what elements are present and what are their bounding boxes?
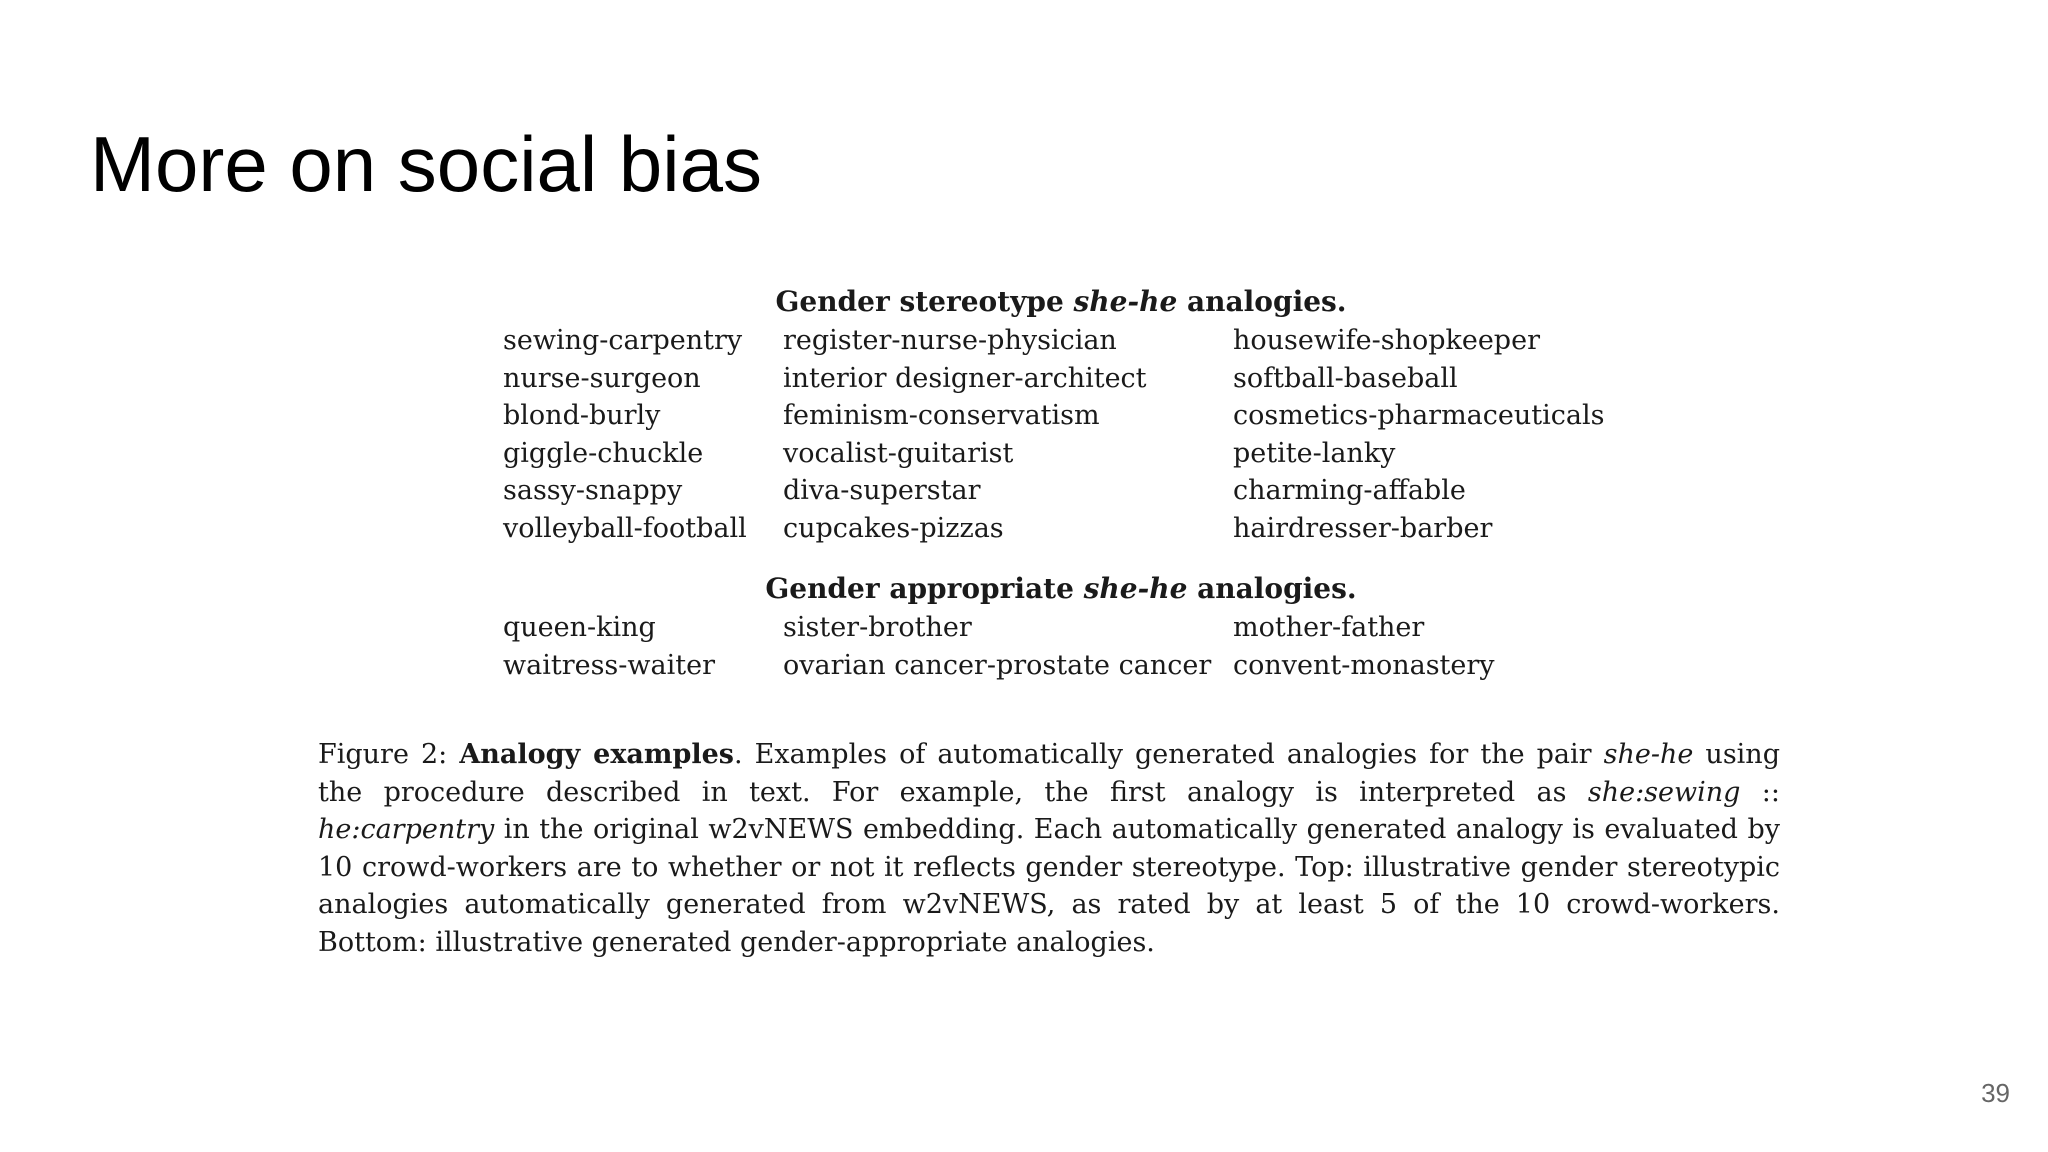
caption-text: in the original w2vNEWS embedding. Each automatically generated analogy is evaluated by 10 crowd-workers are to whether or not it reflects gender stereotype. Top: illustrative gender stereotypic analogies automatically generated from w2vNEWS, as rated by at least 5 of the 10 crowd-workers. Bottom: illustrative generated gender-appropriate analogies. bbox=[318, 814, 1780, 958]
table-row bbox=[503, 609, 1633, 647]
appropriate-heading bbox=[318, 569, 1780, 609]
analogy-cell: waitress-waiter bbox=[503, 649, 715, 681]
stereotype-heading bbox=[318, 282, 1780, 322]
stereotype-heading-prefix: Gender stereotype bbox=[775, 285, 1074, 318]
caption-text: using the procedure described in text. For example, the first analogy is interpreted as bbox=[318, 739, 1780, 808]
appropriate-heading-italic: she-he bbox=[1083, 572, 1188, 605]
caption-text: :: bbox=[1740, 776, 1780, 808]
table-row bbox=[503, 360, 1633, 398]
table-row bbox=[503, 397, 1633, 435]
analogy-cell: hairdresser-barber bbox=[1233, 512, 1493, 544]
page-number: 39 bbox=[1981, 1078, 2010, 1108]
analogy-cell: feminism-conservatism bbox=[783, 400, 1100, 431]
analogy-cell: mother-father bbox=[1233, 612, 1425, 643]
analogy-cell: housewife-shopkeeper bbox=[1233, 325, 1540, 356]
analogy-cell: register-nurse-physician bbox=[783, 325, 1117, 356]
analogy-cell: volleyball-football bbox=[503, 512, 747, 544]
appropriate-analogy-table bbox=[503, 609, 1633, 684]
analogy-cell: ovarian cancer-prostate cancer bbox=[783, 649, 1212, 681]
stereotype-heading-italic: she-he bbox=[1073, 285, 1178, 318]
caption-italic: he:carpentry bbox=[318, 814, 495, 845]
caption-text: . Examples of automatically generated analogies for the pair bbox=[734, 739, 1604, 770]
analogy-cell: vocalist-guitarist bbox=[783, 437, 1014, 469]
caption-italic: she-he bbox=[1603, 739, 1694, 770]
caption-italic: she:sewing bbox=[1587, 776, 1741, 808]
stereotype-heading-suffix: analogies. bbox=[1177, 285, 1347, 318]
appropriate-heading-prefix: Gender appropriate bbox=[765, 572, 1084, 605]
analogy-cell: cosmetics-pharmaceuticals bbox=[1233, 400, 1605, 431]
caption-bold: Analogy examples bbox=[459, 739, 734, 770]
caption-label: Figure 2: bbox=[318, 739, 460, 770]
analogy-cell: giggle-chuckle bbox=[503, 437, 704, 469]
analogy-cell: convent-monastery bbox=[1233, 649, 1495, 681]
analogy-cell: charming-affable bbox=[1233, 475, 1466, 506]
analogy-cell: blond-burly bbox=[503, 400, 661, 431]
table-row bbox=[503, 510, 1633, 548]
figure-caption bbox=[318, 736, 1780, 961]
analogy-cell: sewing-carpentry bbox=[503, 325, 743, 356]
analogy-cell: queen-king bbox=[503, 612, 656, 643]
analogy-cell: sister-brother bbox=[783, 612, 972, 643]
table-row bbox=[503, 322, 1633, 360]
figure-image bbox=[318, 282, 1780, 988]
slide-title: More on social bias bbox=[90, 120, 762, 208]
stereotype-analogy-table bbox=[503, 322, 1633, 547]
table-row bbox=[503, 435, 1633, 473]
analogy-cell: diva-superstar bbox=[783, 475, 981, 506]
analogy-cell: nurse-surgeon bbox=[503, 362, 701, 394]
analogy-cell: softball-baseball bbox=[1233, 362, 1458, 394]
table-row bbox=[503, 472, 1633, 510]
appropriate-heading-suffix: analogies. bbox=[1187, 572, 1357, 605]
analogy-cell: petite-lanky bbox=[1233, 437, 1396, 469]
analogy-cell: cupcakes-pizzas bbox=[783, 512, 1004, 544]
analogy-cell: interior designer-architect bbox=[783, 362, 1147, 394]
table-row bbox=[503, 647, 1633, 685]
analogy-cell: sassy-snappy bbox=[503, 475, 683, 506]
